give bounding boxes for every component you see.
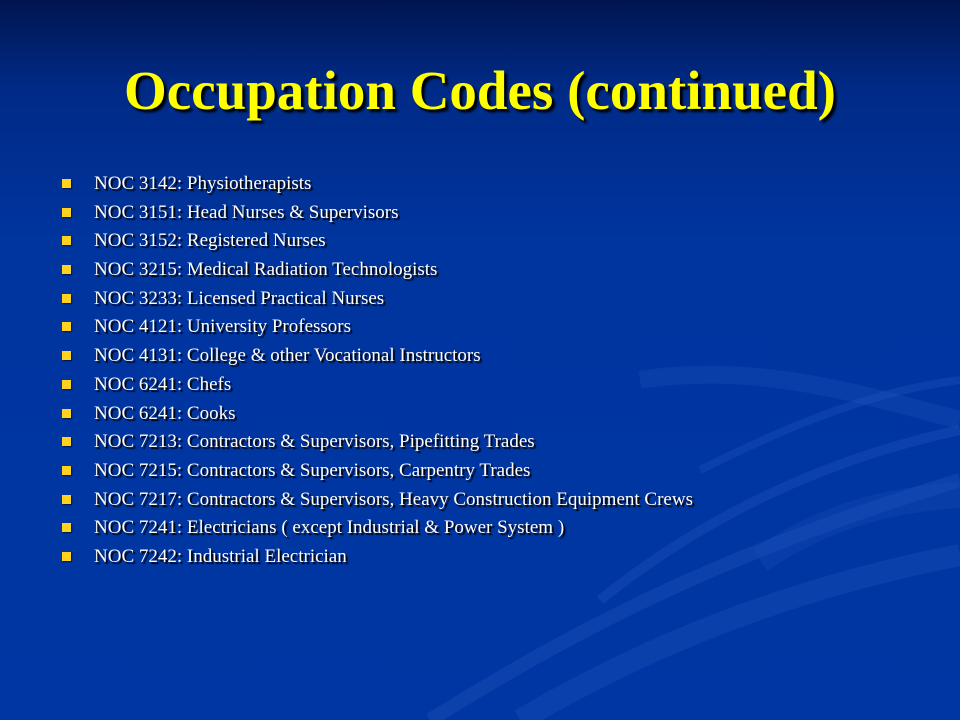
- slide-title: Occupation Codes (continued): [124, 60, 836, 121]
- list-item: [62, 371, 942, 400]
- list-item: [62, 227, 942, 256]
- square-bullet-icon: [62, 322, 71, 331]
- list-item-text: NOC 3151: Head Nurses & Supervisors: [94, 201, 399, 223]
- list-item-text: NOC 4131: College & other Vocational Instructors: [94, 345, 481, 367]
- square-bullet-icon: [62, 294, 71, 303]
- list-item-text: NOC 7242: Industrial Electrician: [94, 545, 347, 567]
- occupation-code-list: [62, 170, 942, 572]
- square-bullet-icon: [62, 495, 71, 504]
- list-item: [62, 342, 942, 371]
- square-bullet-icon: [62, 380, 71, 389]
- list-item: [62, 313, 942, 342]
- list-item: [62, 170, 942, 199]
- square-bullet-icon: [62, 466, 71, 475]
- square-bullet-icon: [62, 179, 71, 188]
- list-item: [62, 514, 942, 543]
- list-item-text: NOC 7213: Contractors & Supervisors, Pipefitting Trades: [94, 431, 535, 453]
- square-bullet-icon: [62, 265, 71, 274]
- square-bullet-icon: [62, 552, 71, 561]
- list-item-text: NOC 7215: Contractors & Supervisors, Carpentry Trades: [94, 459, 531, 481]
- list-item-text: NOC 3142: Physiotherapists: [94, 173, 312, 194]
- list-item: [62, 486, 942, 515]
- list-item-text: NOC 4121: University Professors: [94, 316, 352, 338]
- list-item-text: NOC 3215: Medical Radiation Technologists: [94, 259, 438, 281]
- list-item-text: NOC 7241: Electricians ( except Industrial & Power System ): [94, 517, 565, 539]
- list-item-text: NOC 6241: Chefs: [94, 373, 232, 395]
- list-item: [62, 543, 942, 572]
- list-item: [62, 285, 942, 314]
- square-bullet-icon: [62, 437, 71, 446]
- list-item: [62, 428, 942, 457]
- square-bullet-icon: [62, 236, 71, 245]
- list-item-text: NOC 3152: Registered Nurses: [94, 230, 326, 252]
- list-item: [62, 457, 942, 486]
- square-bullet-icon: [62, 208, 71, 217]
- list-item-text: NOC 3233: Licensed Practical Nurses: [94, 287, 385, 309]
- list-item-text: NOC 6241: Cooks: [94, 402, 236, 424]
- square-bullet-icon: [62, 523, 71, 532]
- square-bullet-icon: [62, 409, 71, 418]
- list-item: [62, 199, 942, 228]
- list-item-text: NOC 7217: Contractors & Supervisors, Heavy Construction Equipment Crews: [94, 488, 693, 510]
- list-item: [62, 256, 942, 285]
- square-bullet-icon: [62, 351, 71, 360]
- list-item: [62, 400, 942, 429]
